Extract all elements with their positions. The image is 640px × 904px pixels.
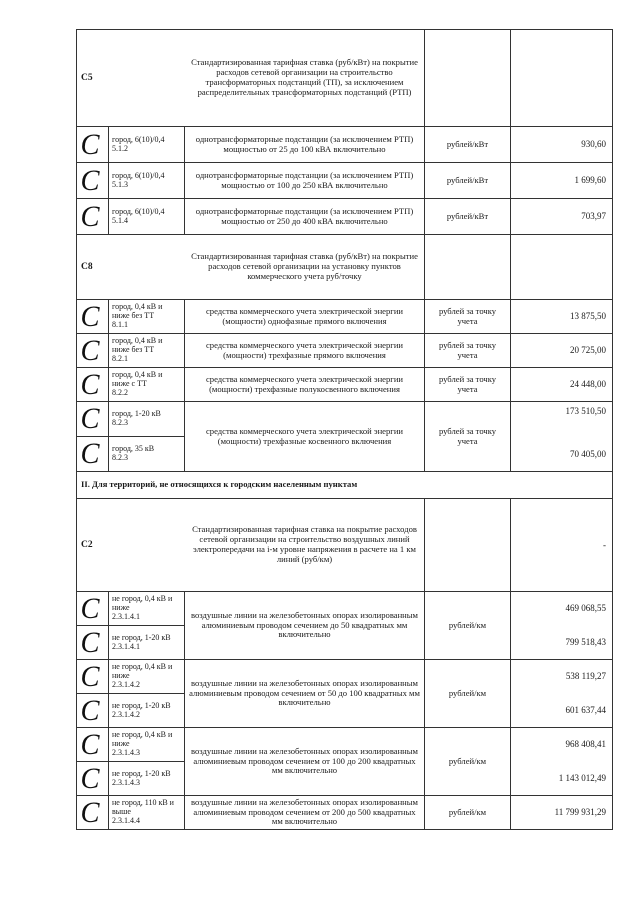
row-description: однотрансформаторные подстанции (за исключением РТП) мощностью от 100 до 250 кВА включительно bbox=[185, 163, 425, 199]
zone-label: город, 6(10)/0,4 bbox=[112, 134, 165, 144]
c-mark-cell bbox=[77, 437, 109, 472]
row-description: воздушные линии на железобетонных опорах изолированным алюминиевым проводом сечением от 200 до 500 квадратных мм включительно bbox=[185, 796, 425, 830]
row-value: 24 448,00 bbox=[511, 368, 613, 402]
zone-label: не город, 110 кВ и выше bbox=[112, 798, 174, 817]
c2-header-row bbox=[77, 499, 613, 592]
c-mark-cell bbox=[77, 402, 109, 437]
row-description: средства коммерческого учета электрической энергии (мощности) трехфазные косвенного включения bbox=[185, 402, 425, 472]
row-description: средства коммерческого учета электрической энергии (мощности) однофазные прямого включения bbox=[185, 300, 425, 334]
c-mark-cell bbox=[77, 728, 109, 762]
row-code: 5.1.4 bbox=[112, 215, 128, 225]
row-value: 538 119,27 bbox=[511, 660, 613, 694]
c-mark: C bbox=[80, 727, 100, 761]
row-code: 2.3.1.4.3 bbox=[112, 747, 140, 757]
row-code: 5.1.2 bbox=[112, 143, 128, 153]
c5-header-row bbox=[77, 30, 613, 127]
table-row bbox=[77, 592, 613, 626]
zone-label: город, 0,4 кВ и ниже без ТТ bbox=[112, 336, 163, 355]
section-ii-title: II. Для территорий, не относящихся к городским населенным пунктам bbox=[77, 472, 613, 499]
c-mark-cell bbox=[77, 694, 109, 728]
row-code: 5.1.3 bbox=[112, 179, 128, 189]
c-mark-cell bbox=[77, 762, 109, 796]
c2-code: C2 bbox=[81, 539, 93, 550]
c-mark-cell bbox=[77, 660, 109, 694]
row-code: 8.2.3 bbox=[112, 453, 128, 462]
row-description: средства коммерческого учета электрической энергии (мощности) трехфазные полукосвенного включения bbox=[185, 368, 425, 402]
c-mark-cell bbox=[77, 127, 109, 163]
row-value: 469 068,55 bbox=[511, 592, 613, 626]
c-mark-cell bbox=[77, 300, 109, 334]
row-description: воздушные линии на железобетонных опорах изолированным алюминиевым проводом сечением до 50 квадратных мм включительно bbox=[185, 592, 425, 660]
row-code: 8.1.1 bbox=[112, 319, 128, 329]
c2-header-value: - bbox=[511, 499, 613, 592]
row-code: 2.3.1.4.1 bbox=[112, 611, 140, 621]
section-ii-row bbox=[77, 472, 613, 499]
c-mark: C bbox=[80, 659, 100, 693]
row-unit: рублей за точку учета bbox=[425, 334, 511, 368]
c8-header-text: Стандартизированная тарифная ставка (руб/кВт) на покрытие расходов сетевой организации на установку пунктов коммерческого учета руб/точку bbox=[185, 235, 425, 300]
c-mark-cell bbox=[77, 796, 109, 830]
row-value: 11 799 931,29 bbox=[511, 796, 613, 830]
table-row bbox=[77, 127, 613, 163]
row-code: 2.3.1.4.3 bbox=[112, 777, 140, 787]
row-unit: рублей/км bbox=[425, 660, 511, 728]
c-mark: C bbox=[80, 199, 100, 233]
table-row bbox=[77, 199, 613, 235]
c2-header-text: Стандартизированная тарифная ставка на покрытие расходов сетевой организации на строительство воздушных линий электропередачи на i-м уровне напряжения в расчете на 1 км линий (руб/км) bbox=[185, 499, 425, 592]
c-mark-cell bbox=[77, 368, 109, 402]
zone-label: не город, 1-20 кВ bbox=[112, 632, 171, 642]
c8-code-cell bbox=[77, 235, 185, 300]
c-mark: C bbox=[80, 163, 100, 197]
row-unit: рублей/кВт bbox=[425, 199, 511, 235]
zone-label: не город, 1-20 кВ bbox=[112, 768, 171, 778]
row-unit: рублей за точку учета bbox=[425, 402, 511, 472]
c5-code-cell bbox=[77, 30, 185, 127]
table-row bbox=[77, 334, 613, 368]
row-value: 1 143 012,49 bbox=[511, 762, 613, 796]
row-value: 13 875,50 bbox=[511, 300, 613, 334]
row-description: воздушные линии на железобетонных опорах изолированным алюминиевым проводом сечением от 50 до 100 квадратных мм включительно bbox=[185, 660, 425, 728]
row-unit: рублей/км bbox=[425, 728, 511, 796]
row-value: 70 405,00 bbox=[511, 437, 613, 472]
c-mark: C bbox=[80, 402, 100, 435]
table-row bbox=[77, 163, 613, 199]
c-mark: C bbox=[80, 625, 100, 659]
zone-label: город, 6(10)/0,4 bbox=[112, 206, 165, 216]
row-code: 8.2.1 bbox=[112, 353, 128, 363]
table-row bbox=[77, 300, 613, 334]
tariff-table bbox=[76, 29, 613, 830]
c2-code-cell bbox=[77, 499, 185, 592]
row-value: 799 518,43 bbox=[511, 626, 613, 660]
zone-label: город, 0,4 кВ и ниже с ТТ bbox=[112, 370, 163, 389]
table-row bbox=[77, 368, 613, 402]
row-value: 703,97 bbox=[511, 199, 613, 235]
c-mark: C bbox=[80, 693, 100, 727]
zone-label: не город, 1-20 кВ bbox=[112, 700, 171, 710]
c-mark: C bbox=[80, 127, 100, 161]
table-row bbox=[77, 660, 613, 694]
zone-label: не город, 0,4 кВ и ниже bbox=[112, 730, 173, 749]
c-mark-cell bbox=[77, 592, 109, 626]
row-description: воздушные линии на железобетонных опорах изолированным алюминиевым проводом сечением от 100 до 200 квадратных мм включительно bbox=[185, 728, 425, 796]
c-mark: C bbox=[80, 299, 100, 333]
row-code: 2.3.1.4.2 bbox=[112, 709, 140, 719]
c5-code: C5 bbox=[81, 72, 93, 83]
table-row bbox=[77, 728, 613, 762]
row-value: 968 408,41 bbox=[511, 728, 613, 762]
row-description: однотрансформаторные подстанции (за исключением РТП) мощностью от 250 до 400 кВА включительно bbox=[185, 199, 425, 235]
c8-code: C8 bbox=[81, 261, 93, 272]
row-unit: рублей/кВт bbox=[425, 127, 511, 163]
c-mark: C bbox=[80, 367, 100, 401]
c-mark: C bbox=[80, 437, 100, 470]
row-unit: рублей за точку учета bbox=[425, 368, 511, 402]
c-mark: C bbox=[80, 795, 100, 829]
row-description: средства коммерческого учета электрической энергии (мощности) трехфазные прямого включения bbox=[185, 334, 425, 368]
row-unit: рублей/км bbox=[425, 592, 511, 660]
c-mark-cell bbox=[77, 199, 109, 235]
c-mark: C bbox=[80, 333, 100, 367]
c-mark-cell bbox=[77, 334, 109, 368]
c-mark-cell bbox=[77, 626, 109, 660]
zone-label: город, 1-20 кВ bbox=[112, 409, 161, 419]
c5-header-text: Стандартизированная тарифная ставка (руб/кВт) на покрытие расходов сетевой организации на строительство трансформаторных подстанций (ТП), за исключением распределительных трансформаторных подстанций (РТП) bbox=[185, 30, 425, 127]
c-mark: C bbox=[80, 761, 100, 795]
row-value: 1 699,60 bbox=[511, 163, 613, 199]
row-code: 2.3.1.4.1 bbox=[112, 641, 140, 651]
row-value: 20 725,00 bbox=[511, 334, 613, 368]
c-mark-cell bbox=[77, 163, 109, 199]
row-description: однотрансформаторные подстанции (за исключением РТП) мощностью от 25 до 100 кВА включительно bbox=[185, 127, 425, 163]
c-mark: C bbox=[80, 591, 100, 625]
row-code: 8.2.2 bbox=[112, 387, 128, 397]
row-code: 2.3.1.4.2 bbox=[112, 679, 140, 689]
row-unit: рублей за точку учета bbox=[425, 300, 511, 334]
zone-label: не город, 0,4 кВ и ниже bbox=[112, 594, 173, 613]
row-code: 2.3.1.4.4 bbox=[112, 815, 140, 825]
zone-label: город, 6(10)/0,4 bbox=[112, 170, 165, 180]
c8-header-row bbox=[77, 235, 613, 300]
zone-label: город, 35 кВ bbox=[112, 444, 155, 454]
row-code: 8.2.3 bbox=[112, 418, 128, 427]
table-row bbox=[77, 402, 613, 437]
row-unit: рублей/кВт bbox=[425, 163, 511, 199]
row-unit: рублей/км bbox=[425, 796, 511, 830]
zone-label: город, 0,4 кВ и ниже без ТТ bbox=[112, 302, 163, 321]
zone-label: не город, 0,4 кВ и ниже bbox=[112, 662, 173, 681]
row-value: 930,60 bbox=[511, 127, 613, 163]
row-value: 601 637,44 bbox=[511, 694, 613, 728]
table-row bbox=[77, 796, 613, 830]
row-value: 173 510,50 bbox=[511, 402, 613, 437]
